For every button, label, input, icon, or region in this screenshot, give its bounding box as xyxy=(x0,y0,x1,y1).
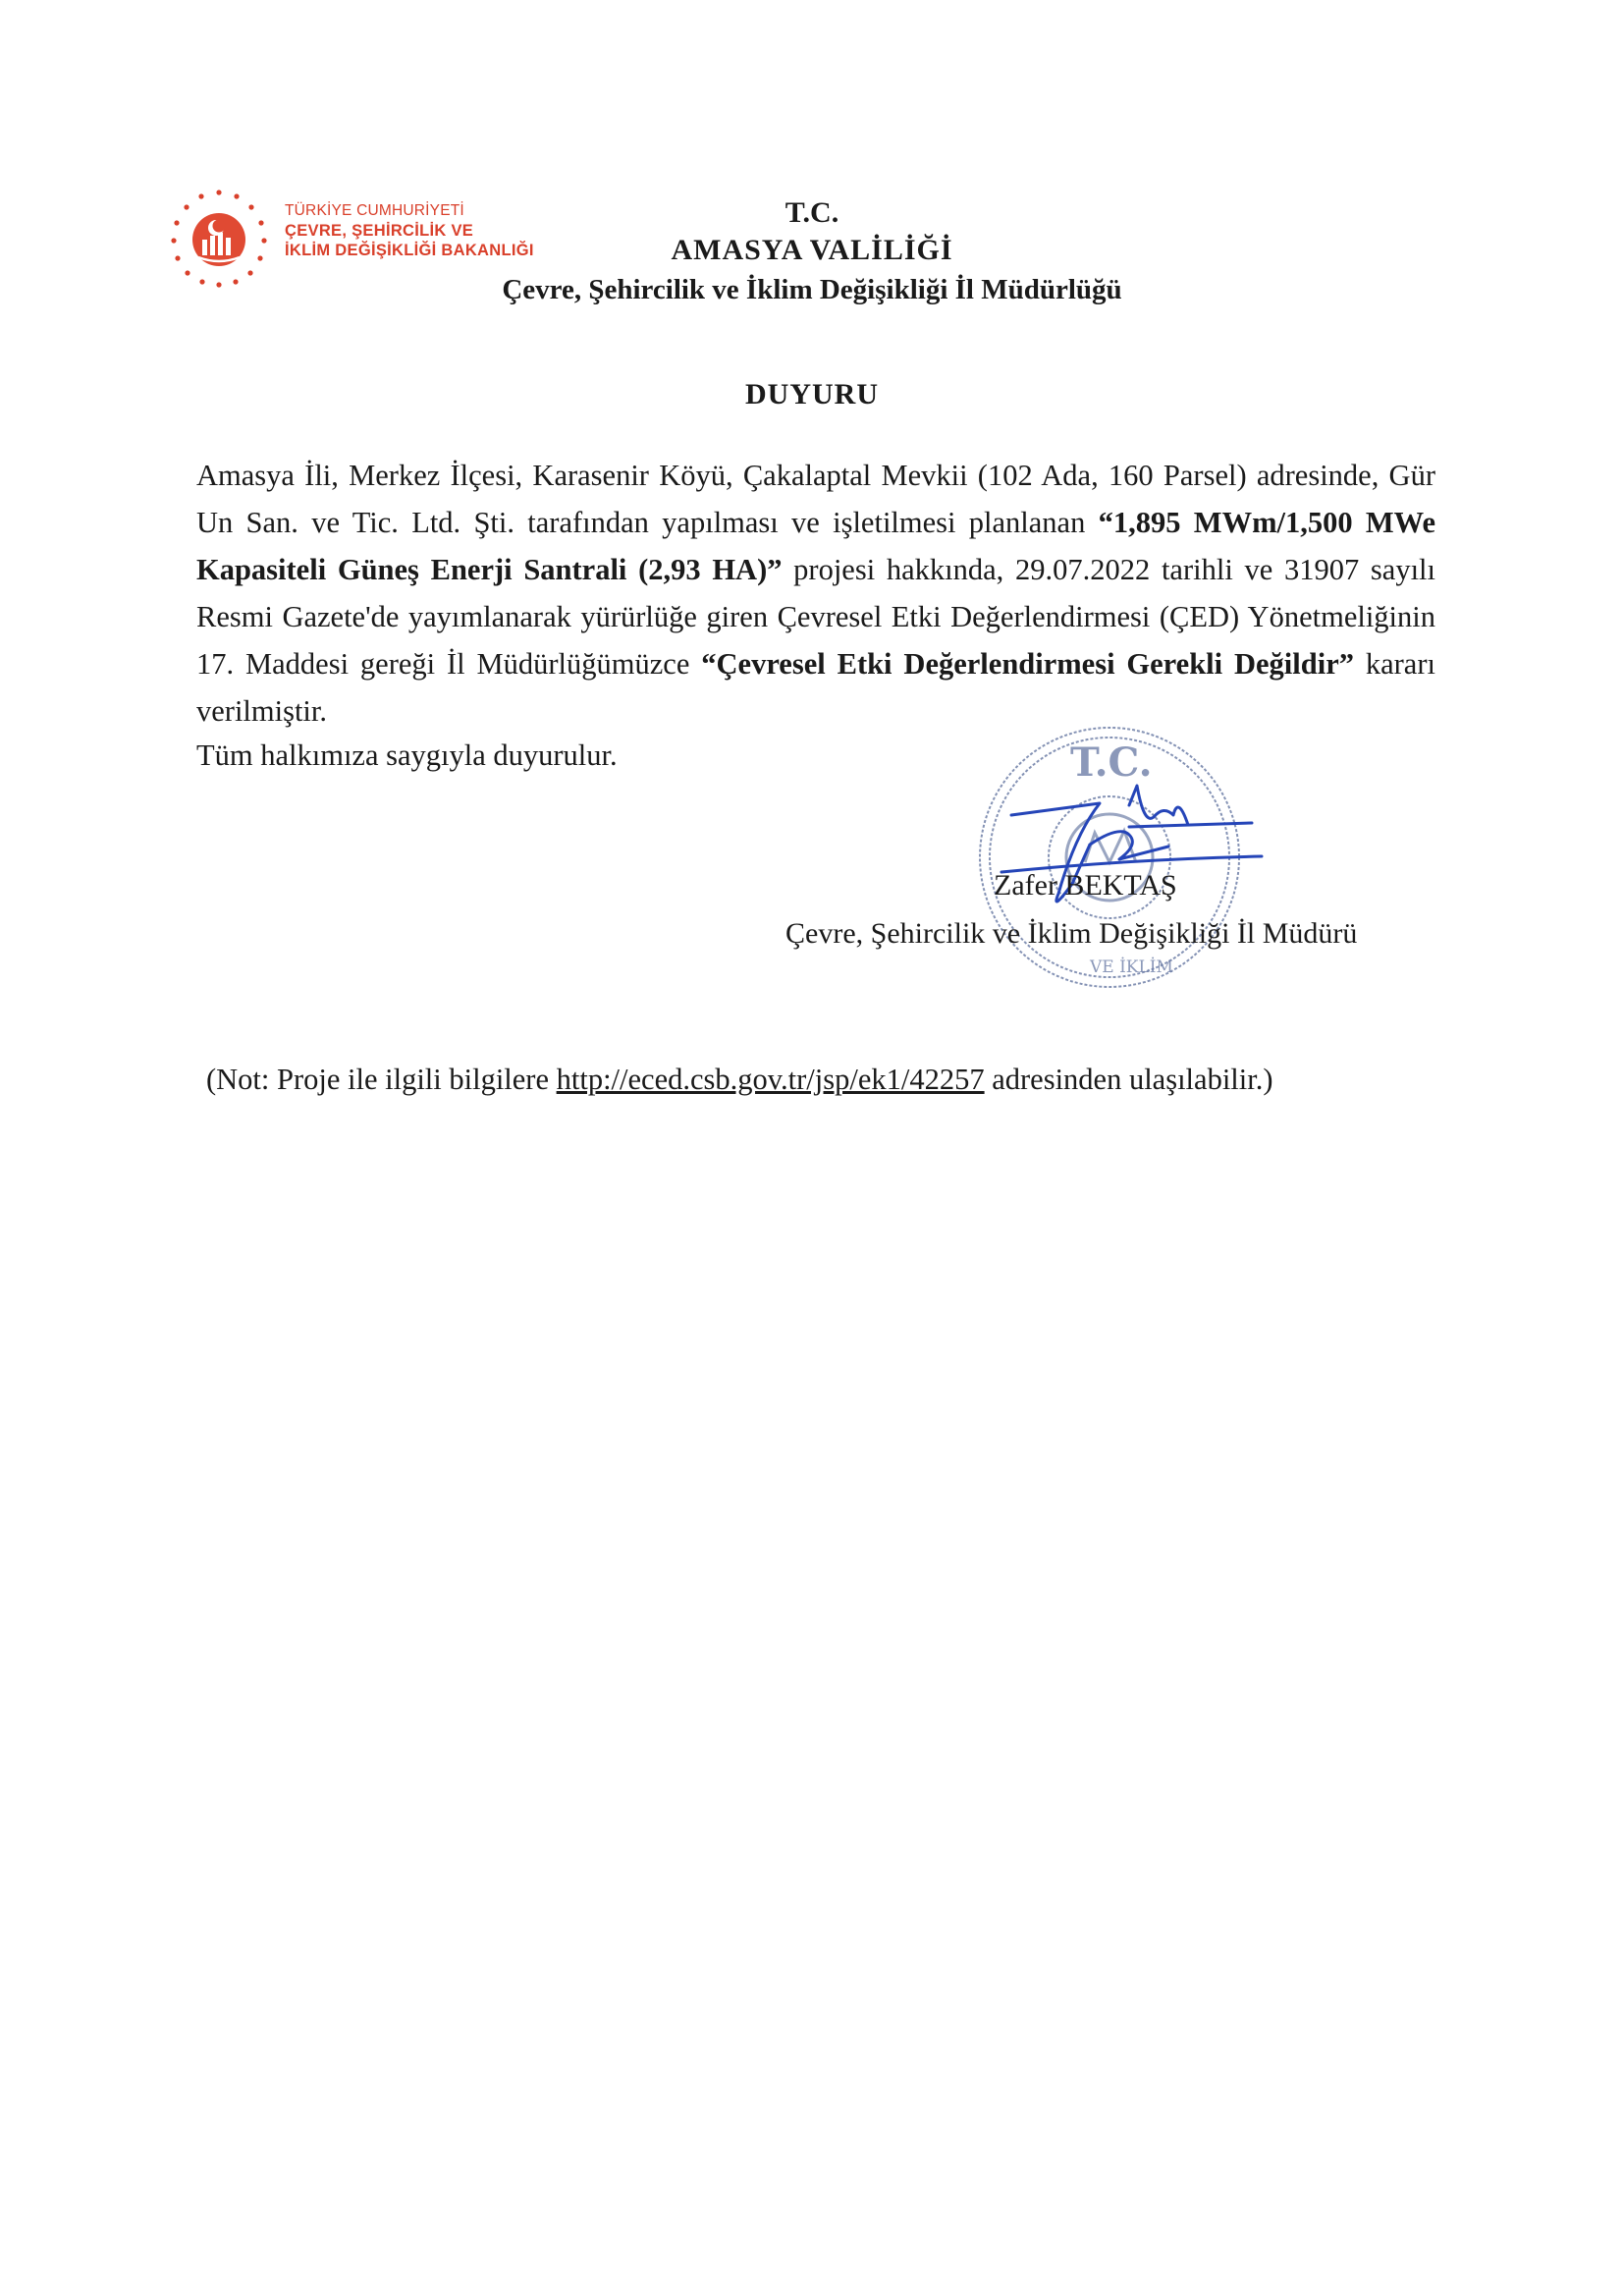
body-text-1: Amasya İli, Merkez İlçesi, Karasenir Köyü, Çakalaptal Mevkii (102 Ada, 160 Parsel) adresinde, Gür Un San. ve Tic. Ltd. Şti. tarafından yapılması ve işletilmesi planlanan xyxy=(196,459,1435,539)
closing-line: Tüm halkımıza saygıyla duyurulur. xyxy=(196,738,618,772)
announcement-title: DUYURU xyxy=(745,378,879,410)
ministry-line-2: ÇEVRE, ŞEHİRCİLİK VE xyxy=(285,222,474,240)
body-text-3: kararı verilmiştir. xyxy=(196,647,1435,728)
header-department: Çevre, Şehircilik ve İklim Değişikliği İl Müdürlüğü xyxy=(502,274,1122,305)
announcement-body xyxy=(196,452,1435,735)
note-prefix: (Not: Proje ile ilgili bilgilere xyxy=(206,1063,557,1096)
decision-text: “Çevresel Etki Değerlendirmesi Gerekli Değildir” xyxy=(701,647,1354,681)
ministry-line-1: TÜRKİYE CUMHURİYETİ xyxy=(285,202,464,219)
project-link[interactable]: http://eced.csb.gov.tr/jsp/ek1/42257 xyxy=(556,1063,985,1096)
svg-text:VE İKLİM: VE İKLİM xyxy=(1090,957,1173,977)
svg-text:T.C.: T.C. xyxy=(1070,739,1153,786)
ministry-emblem-icon xyxy=(165,185,273,293)
header-province: AMASYA VALİLİĞİ xyxy=(671,234,953,266)
ministry-line-3: İKLİM DEĞİŞİKLİĞİ BAKANLIĞI xyxy=(285,242,534,259)
signer-name: Zafer BEKTAŞ xyxy=(994,869,1177,902)
header-tc: T.C. xyxy=(784,196,839,229)
note-suffix: adresinden ulaşılabilir.) xyxy=(984,1063,1273,1096)
signer-title: Çevre, Şehircilik ve İklim Değişikliği İl Müdürü xyxy=(785,917,1358,950)
note xyxy=(206,1063,1273,1097)
project-name: “1,895 MWm/1,500 MWe Kapasiteli Güneş Enerji Santrali (2,93 HA)” xyxy=(196,506,1435,586)
body-text-2: projesi hakkında, 29.07.2022 tarihli ve 31907 sayılı Resmi Gazete'de yayımlanarak yürürlüğe giren Çevresel Etki Değerlendirmesi (ÇED) Yönetmeliğinin 17. Maddesi gereği İl Müdürlüğümüzce xyxy=(196,553,1436,681)
ministry-name xyxy=(285,201,534,260)
